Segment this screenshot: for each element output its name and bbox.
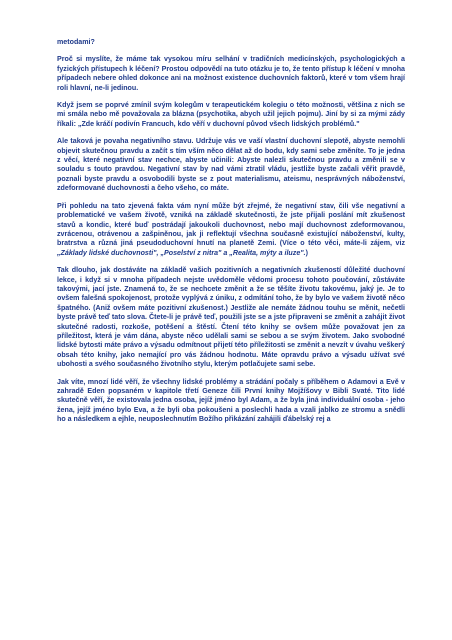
paragraph-text: Ale taková je povaha negativního stavu. Udržuje vás ve vaší vlastní duchovní slepotě, abyste nemohli objevit skutečnou pravdu a začít s tím vším něco dělat až do bodu, kdy sami sebe změníte. To je jedna z věcí, které negativní stav nechce, abyste učinili: Abyste nalezli skutečnou pravdu a změnili se v souladu s touto pravdou. Negativní stav by nad vámi ztratil vládu, jestliže byste začali věřit pravdě, poznali byste pravdu a osvobodili byste se z pout materialismu, ateismu, nesprávných náboženství, zdeformované duchovnosti a čeho všeho, co máte. bbox=[57, 137, 405, 193]
paragraph bbox=[57, 378, 405, 425]
paragraph-text: Jak víte, mnozí lidé věří, že všechny lidské problémy a strádání počaly s příběhem o Adamovi a Evě v zahradě Eden popsaném v kapitole třetí Geneze čili První knihy Mojžíšovy v Bibli Svaté. Tito lidé skutečně věří, že existovala jedna osoba, jejíž jméno byl Adam, a že byla jiná individuální osoba - jeho žena, jejíž jméno bylo Eva, a že byli oba pokoušeni a poslechli hada a vzali jablko ze stromu a snědli ho a následkem a ejhle, neuposlechnutím Božího přikázání zahájili ďábelský rej a bbox=[57, 377, 405, 424]
paragraph-text: ) bbox=[305, 248, 308, 257]
paragraph bbox=[57, 101, 405, 129]
emphasized-text: „Základy lidské duchovnosti", „Poselství z nitra" a „Realita, mýty a iluze". bbox=[57, 248, 306, 257]
paragraph-text: Tak dlouho, jak dostáváte na základě vašich pozitivních a negativních zkušeností důležité duchovní lekce, i když si v mnoha případech nejste uvědoměle vědomi procesu tohoto poučování, zůstáváte takovými, jací jste. Znamená to, že se nechcete změnit a že se těšíte životu takovému, jaký je. Je to ovšem falešná spokojenost, protože vyplývá z úniku, z odmítání toho, že by bylo ve vašem životě něco špatného. (Aniž ovšem máte pozitivní zkušenost.) Jestliže ale nemáte žádnou touhu se měnit, nečetli byste právě teď tato slova. Čtete-li je právě teď, použili jste se a jste připraveni se změnit a zahájit život skutečné radosti, rozkoše, potěšení a štěstí. Čtení této knihy se ovšem může považovat jen za příležitost, která je vám dána, abyste něco udělali sami se sebou a se svým životem. Jako svobodné lidské bytosti máte právo a výsadu odmítnout přijetí této příležitosti se změnit a nevzít v úvahu veškerý obsah této knihy, jako nemající pro vás žádnou hodnotu. Máte opravdu právo a výsadu užívat své ubohosti a svého současného životního stylu, kterým potlačujete sami sebe. bbox=[57, 266, 405, 369]
paragraph-text: Při pohledu na tato zjevená fakta vám nyní může být zřejmé, že negativní stav, čili vše negativní a problematické ve vašem životě, vzniká na základě skutečnosti, že jste přijali poslání mít zkušenost stavů a kondic, které buď postrádají jakoukoli duchovnost, nebo mají duchovnost zdeformovanou, zvrácenou, otrávenou a zašpiněnou, jak ji reflektují všechna současně existující náboženství, kulty, bratrstva a různá jiná pseudoduchovní hnutí na planetě Zemi. (Více o této věci, máte-li zájem, viz bbox=[57, 201, 405, 248]
paragraph bbox=[57, 38, 405, 47]
paragraph bbox=[57, 266, 405, 369]
paragraph-text: metodami? bbox=[57, 38, 95, 46]
paragraph-text: Když jsem se poprvé zmínil svým kolegům v terapeutickém kolegiu o této možnosti, většina z nich se mi smála nebo mě považovala za blázna (psychotika, abych užil jejich pojmu). Jiní by si za mými zády říkali: „Zde kráčí podivín Francuch, kdo věří v duchovní původ všech lidských problémů." bbox=[57, 101, 405, 128]
paragraph bbox=[57, 137, 405, 193]
paragraph bbox=[57, 55, 405, 93]
paragraph-text: Proč si myslíte, že máme tak vysokou míru selhání v tradičních medicínských, psychologických a fyzických přístupech k léčení? Prostou odpovědí na tuto otázku je to, že tento přístup k léčení v mnoha případech nebere ohled dokonce ani na možnost existence duchovních faktorů, které v tom všem hrají roli hlavní, ne-li jedinou. bbox=[57, 55, 405, 92]
paragraph bbox=[57, 202, 405, 258]
